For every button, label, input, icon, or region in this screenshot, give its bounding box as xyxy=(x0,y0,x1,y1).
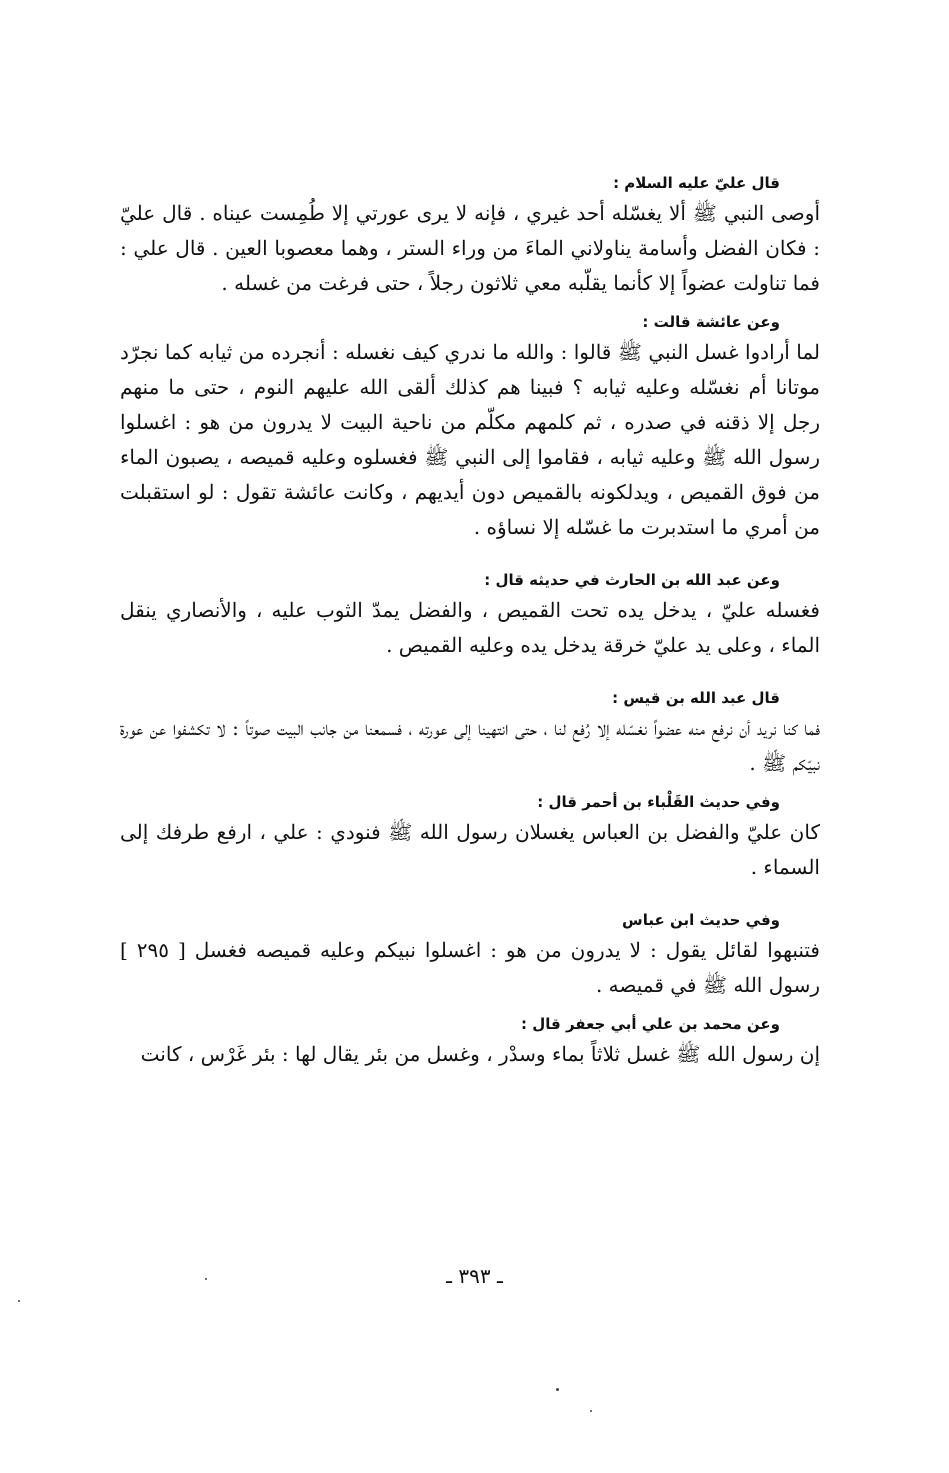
section xyxy=(120,309,820,545)
section-paragraph: كان عليّ والفضل بن العباس يغسلان رسول الله ﷺ فنودي : علي ، ارفع طرفك إلى السماء . xyxy=(120,820,820,879)
section-paragraph: إن رسول الله ﷺ غسل ثلاثاً بماء وسدْر ، وغسل من بئر يقال لها : بئر غَرْس ، كانت xyxy=(140,1042,820,1066)
section-paragraph: لما أرادوا غسل النبي ﷺ قالوا : والله ما ندري كيف نغسله : أنجرده من ثيابه كما نجرّد موتانا أم نغسّله وعليه ثيابه ؟ فبينا هم كذلك ألقى الله عليهم النوم ، حتى ما منهم رجل إلا ذقنه في صدره ، ثم كلمهم مكلّم من ناحية البيت لا يدرون من هو : اغسلوا رسول الله ﷺ وعليه ثيابه ، فقاموا إلى النبي ﷺ فغسلوه وعليه قميصه ، يصبون الماء من فوق القميص ، ويدلكونه بالقميص دون أيديهم ، وكانت عائشة تقول : لو استقبلت من أمري ما استدبرت ما غسّله إلا نساؤه . xyxy=(120,340,821,539)
scan-speck xyxy=(590,1410,592,1412)
section-paragraph: فغسله عليّ ، يدخل يده تحت القميص ، والفضل يمدّ الثوب عليه ، والأنصاري ينقل الماء ، وعلى يد عليّ خرقة يدخل يده وعليه القميص . xyxy=(120,598,820,657)
section xyxy=(120,170,820,301)
section-paragraph: أوصى النبي ﷺ ألا يغسّله أحد غيري ، فإنه لا يرى عورتي إلا طُمِست عيناه . قال عليّ : فكان الفضل وأسامة يناولاني الماءَ من وراء الستر ، وهما معصوبا العين . قال علي : فما تناولت عضواً إلا كأنما يقلّبه معي ثلاثون رجلاً ، حتى فرغت من غسله . xyxy=(120,201,820,295)
section-paragraph: فما كنا نريد أن نرفع منه عضواً نغسّله إلا رُفع لنا ، حتى انتهينا إلى عورته ، فسمعنا من جانب البيت صوتاً : لا تكشفوا عن عورة نبيّكم ﷺ . xyxy=(120,716,820,775)
scan-speck xyxy=(556,1388,559,1391)
section-heading: وفي حديث ابن عباس xyxy=(622,911,780,929)
section xyxy=(120,567,820,663)
section-paragraph: فتنبهوا لقائل يقول : لا يدرون من هو : اغسلوا نبيكم وعليه قميصه فغسل [ ٢٩٥ ] رسول الله ﷺ في قميصه . xyxy=(120,938,820,997)
page-body xyxy=(120,170,820,1080)
section-heading: وعن عبد الله بن الحارث في حديثه قال : xyxy=(484,571,780,589)
scan-speck xyxy=(18,1300,20,1302)
section-heading: وعن عائشة قالت : xyxy=(642,313,780,331)
section xyxy=(120,907,820,1003)
section xyxy=(120,1011,820,1072)
section-heading: قال عليّ عليه السلام : xyxy=(613,174,780,192)
section xyxy=(120,789,820,885)
section-heading: قال عبد الله بن قيس : xyxy=(612,689,780,707)
section-heading: وعن محمد بن علي أبي جعفر قال : xyxy=(521,1015,780,1033)
scan-speck xyxy=(205,1278,207,1280)
section-heading: وفي حديث القَلْباء بن أحمر قال : xyxy=(537,793,780,811)
section xyxy=(120,685,820,781)
page-number: ـ ٣٩٣ ـ xyxy=(446,1264,503,1288)
